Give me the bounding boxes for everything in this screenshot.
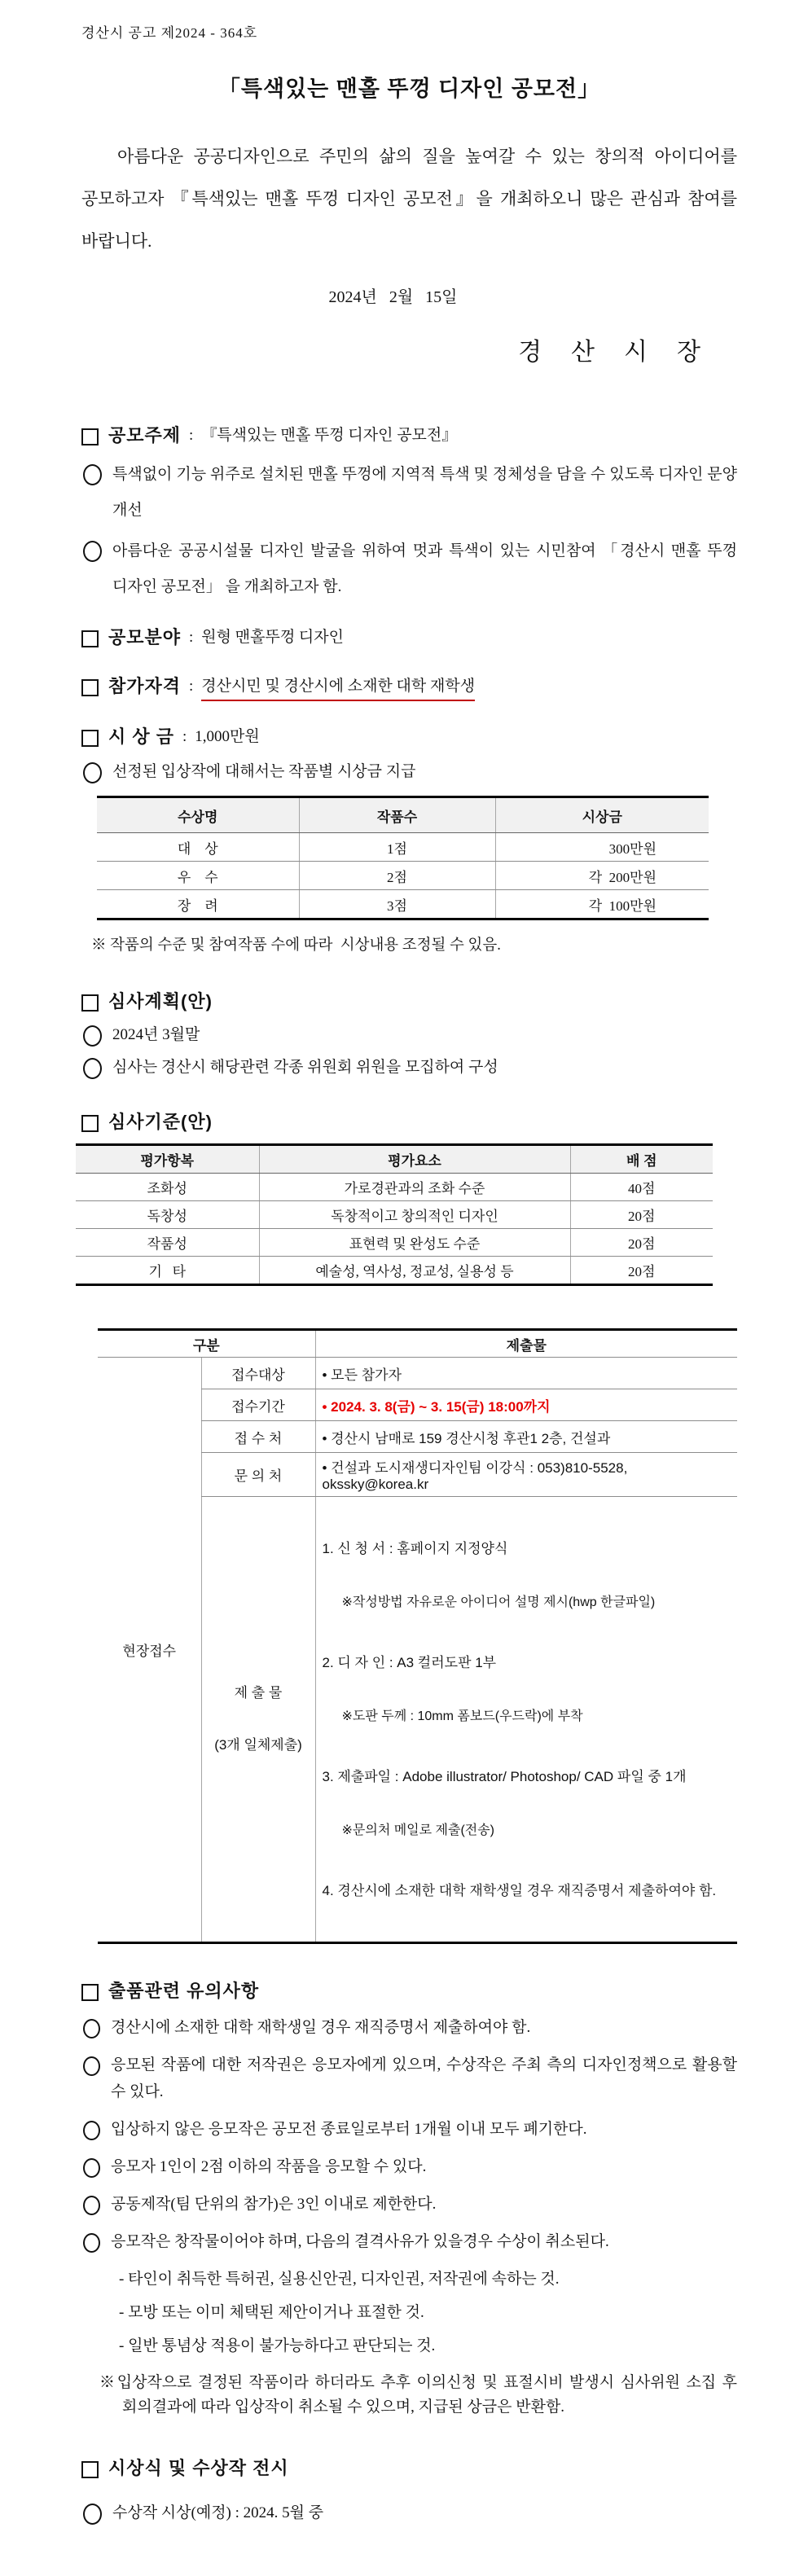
row-content-cell: • 모든 참가자 xyxy=(315,1358,737,1389)
section-notes xyxy=(81,1980,737,2003)
disqualification-item-2: - 모방 또는 이미 체택된 제안이거나 표절한 것. xyxy=(119,2304,424,2321)
section-colon: : xyxy=(189,427,194,444)
notes-bullet-4: 응모자 1인이 2점 이하의 작품을 응모할 수 있다. xyxy=(111,2158,427,2175)
award-amount-cell: 300만원 xyxy=(495,833,709,862)
award-name-header: 수상명 xyxy=(97,797,299,833)
notes-bullet-2: 응모된 작품에 대한 저작권은 응모자에게 있으며, 수상작은 주최 측의 디자인정책으로 활용할 수 있다. xyxy=(111,2056,737,2100)
table-header-row xyxy=(98,1330,737,1358)
criteria-points-header: 배 점 xyxy=(570,1145,713,1174)
submit-content-cell xyxy=(315,1497,737,1943)
square-marker-icon xyxy=(81,994,99,1012)
section-judging-plan-label: 심사계획(안) xyxy=(108,991,213,1012)
notes-bullet-5: 공동제작(팀 단위의 참가)은 3인 이내로 제한한다. xyxy=(111,2196,437,2213)
award-table xyxy=(97,796,709,920)
section-judging-plan xyxy=(81,990,737,1013)
submission-category-header: 구분 xyxy=(98,1330,315,1358)
square-marker-icon xyxy=(81,1984,99,2001)
page-title: 「특색있는 맨홀 뚜껑 디자인 공모전」 xyxy=(217,77,601,101)
award-amount-cell: 각 200만원 xyxy=(495,862,709,890)
circle-marker-icon xyxy=(83,2056,100,2076)
submission-items-header: 제출물 xyxy=(315,1330,737,1358)
section-field xyxy=(81,626,737,649)
judging-plan-bullets xyxy=(81,1021,737,1082)
table-header-row xyxy=(97,797,709,833)
circle-marker-icon xyxy=(83,2121,100,2140)
criteria-item-header: 평가항복 xyxy=(76,1145,259,1174)
section-colon: : xyxy=(189,678,194,695)
row-content-cell: • 건설과 도시재생디자인팀 이강식 : 053)810-5528, okssky@korea.kr xyxy=(315,1453,737,1497)
submit-sublabel: (3개 일체제출) xyxy=(214,1737,302,1753)
table-row xyxy=(97,833,709,862)
section-prize-label: 시 상 금 xyxy=(108,726,174,747)
section-colon: : xyxy=(182,728,187,745)
criteria-factor-cell: 표현력 및 완성도 수준 xyxy=(259,1229,570,1257)
section-field-label: 공모분야 xyxy=(108,627,182,647)
section-eligibility-label: 참가자격 xyxy=(108,676,182,696)
judging-plan-bullet-2: 심사는 경산시 해당관련 각종 위원회 위원을 모집하여 구성 xyxy=(112,1059,498,1076)
criteria-item-cell: 조화성 xyxy=(76,1174,259,1201)
section-ceremony xyxy=(81,2457,737,2480)
row-content-cell: • 2024. 3. 8(금) ~ 3. 15(금) 18:00까지 xyxy=(315,1389,737,1421)
circle-marker-icon xyxy=(83,1025,102,1047)
criteria-factor-cell: 독창적이고 창의적인 디자인 xyxy=(259,1201,570,1229)
row-label-cell: 문 의 처 xyxy=(201,1453,315,1497)
list-item xyxy=(81,1021,737,1049)
list-item xyxy=(81,2014,737,2041)
ceremony-bullet-text: 수상작 시상(예정) : 2024. 5월 중 xyxy=(112,2504,324,2521)
circle-marker-icon xyxy=(83,2196,100,2215)
criteria-item-cell: 작품성 xyxy=(76,1229,259,1257)
award-amount-cell: 각 100만원 xyxy=(495,890,709,919)
circle-marker-icon xyxy=(83,464,102,485)
circle-marker-icon xyxy=(83,2504,102,2525)
square-marker-icon xyxy=(81,1115,99,1132)
theme-bullet-list xyxy=(81,457,737,605)
table-row xyxy=(97,890,709,919)
submit-label: 제 출 물 xyxy=(234,1685,283,1701)
criteria-item-cell: 독창성 xyxy=(76,1201,259,1229)
circle-marker-icon xyxy=(83,2158,100,2178)
square-marker-icon xyxy=(81,730,99,747)
circle-marker-icon xyxy=(83,2233,100,2253)
submit-label-cell xyxy=(201,1497,315,1943)
square-marker-icon xyxy=(81,679,99,696)
section-notes-label: 출품관련 유의사항 xyxy=(108,1981,260,2001)
criteria-table xyxy=(76,1143,713,1286)
criteria-points-cell: 20점 xyxy=(570,1229,713,1257)
submit-item-note: ※도판 두께 : 10mm 폼보드(우드락)에 부착 xyxy=(341,1709,583,1723)
onsite-reception-cell: 현장접수 xyxy=(122,1643,177,1659)
table-row xyxy=(76,1229,713,1257)
award-count-cell: 2점 xyxy=(299,862,495,890)
theme-bullet-2: 아름다운 공공시설물 디자인 발굴을 위하여 멋과 특색이 있는 시민참여 「경산시 맨홀 뚜껑 디자인 공모전」 을 개최하고자 함. xyxy=(112,542,737,595)
section-judging-criteria xyxy=(81,1111,737,1134)
section-eligibility-value: 경산시민 및 경산시에 소재한 대학 재학생 xyxy=(201,675,475,701)
circle-marker-icon xyxy=(83,1058,102,1079)
list-item xyxy=(81,2191,737,2218)
table-header-row xyxy=(76,1145,713,1174)
section-theme xyxy=(81,424,737,447)
criteria-points-cell: 40점 xyxy=(570,1174,713,1201)
criteria-factor-cell: 가로경관과의 조화 수준 xyxy=(259,1174,570,1201)
section-theme-value: 『특색있는 맨홀 뚜껑 디자인 공모전』 xyxy=(201,427,458,444)
notes-bullet-1: 경산시에 소재한 대학 재학생일 경우 재직증명서 제출하여야 함. xyxy=(111,2019,531,2036)
notes-bullet-list xyxy=(81,2014,737,2255)
criteria-factor-header: 평가요소 xyxy=(259,1145,570,1174)
criteria-points-cell: 20점 xyxy=(570,1201,713,1229)
submit-item: 3. 제출파일 : Adobe illustrator/ Photoshop/ CAD 파일 중 1개 xyxy=(322,1769,687,1784)
list-item xyxy=(81,1054,737,1082)
section-field-value: 원형 맨홀뚜껑 디자인 xyxy=(201,629,344,646)
prize-bullet xyxy=(81,758,737,786)
disqualification-list xyxy=(81,2266,737,2359)
circle-marker-icon xyxy=(83,762,102,783)
award-count-cell: 1점 xyxy=(299,833,495,862)
cancellation-warning: ※입상작으로 결정된 작품이라 하더라도 추후 이의신청 및 표절시비 발생시 심사위원 소집 후 회의결과에 따라 입상작이 취소될 수 있으며, 지급된 상금은 반환함. xyxy=(99,2374,737,2416)
notice-number: 경산시 공고 제2024 - 364호 xyxy=(81,25,258,41)
section-prize-value: 1,000만원 xyxy=(195,728,260,745)
table-row xyxy=(76,1201,713,1229)
criteria-item-cell: 기 타 xyxy=(148,1264,187,1279)
award-count-header: 작품수 xyxy=(299,797,495,833)
award-amount-header: 시상금 xyxy=(495,797,709,833)
section-colon: : xyxy=(189,629,194,646)
row-label-cell: 접수기간 xyxy=(201,1389,315,1421)
circle-marker-icon xyxy=(83,541,102,562)
disqualification-item-1: - 타인이 취득한 특허권, 실용신안권, 디자인권, 저작권에 속하는 것. xyxy=(119,2271,560,2288)
table-row xyxy=(97,862,709,890)
award-name-cell: 우 수 xyxy=(97,862,299,890)
list-item xyxy=(81,533,737,605)
circle-marker-icon xyxy=(83,2019,100,2038)
award-name-cell: 장 려 xyxy=(177,897,218,914)
section-judging-criteria-label: 심사기준(안) xyxy=(108,1112,213,1132)
section-ceremony-label: 시상식 및 수상작 전시 xyxy=(108,2458,289,2478)
submit-item: 1. 신 청 서 : 홈페이지 지정양식 xyxy=(322,1541,508,1556)
table-row xyxy=(76,1257,713,1285)
notes-bullet-6: 응모작은 창작물이어야 하며, 다음의 결격사유가 있을경우 수상이 취소된다. xyxy=(111,2233,609,2250)
mayor-signature: 경 산 시 장 xyxy=(518,339,706,366)
list-item xyxy=(81,2153,737,2180)
prize-bullet-text: 선정된 입상작에 대해서는 작품별 시상금 지급 xyxy=(112,763,416,780)
theme-bullet-1: 특색없이 기능 위주로 설치된 맨홀 뚜껑에 지역적 특색 및 정체성을 담을 수 있도록 디자인 문양 개선 xyxy=(112,466,737,519)
section-eligibility xyxy=(81,675,737,701)
judging-plan-bullet-1: 2024년 3월말 xyxy=(112,1026,200,1043)
section-prize xyxy=(81,726,737,748)
prize-adjust-note: ※ 작품의 수준 및 참여작품 수에 따라 시상내용 조정될 수 있음. xyxy=(91,937,501,954)
square-marker-icon xyxy=(81,2461,99,2478)
submit-item-note: ※문의처 메일로 제출(전송) xyxy=(341,1823,495,1837)
submit-item: 4. 경산시에 소재한 대학 재학생일 경우 재직증명서 제출하여야 함. xyxy=(322,1883,717,1898)
award-count-cell: 3점 xyxy=(299,890,495,919)
disqualification-item-3: - 일반 통념상 적용이 불가능하다고 판단되는 것. xyxy=(119,2337,436,2354)
ceremony-bullet xyxy=(81,2499,737,2527)
square-marker-icon xyxy=(81,630,99,647)
submission-table xyxy=(98,1328,737,1944)
notes-bullet-3: 입상하지 않은 응모작은 공모전 종료일로부터 1개월 이내 모두 폐기한다. xyxy=(111,2121,587,2138)
intro-paragraph: 아름다운 공공디자인으로 주민의 삶의 질을 높여갈 수 있는 창의적 아이디어를 공모하고자 『특색있는 맨홀 뚜껑 디자인 공모전』을 개최하오니 많은 관심과 참여를 바랍니다. xyxy=(81,147,737,251)
section-theme-label: 공모주제 xyxy=(108,425,182,445)
criteria-points-cell: 20점 xyxy=(570,1257,713,1285)
list-item xyxy=(81,2116,737,2143)
list-item xyxy=(81,2052,737,2105)
table-row xyxy=(76,1174,713,1201)
table-row xyxy=(98,1358,737,1389)
list-item xyxy=(81,2228,737,2255)
notice-date: 2024년 2월 15일 xyxy=(328,288,458,306)
submit-item: 2. 디 자 인 : A3 컬러도판 1부 xyxy=(322,1655,497,1670)
award-name-cell: 대 상 xyxy=(97,833,299,862)
list-item xyxy=(81,457,737,529)
submit-item-note: ※작성방법 자유로운 아이디어 설명 제시(hwp 한글파일) xyxy=(341,1595,656,1609)
row-label-cell: 접수대상 xyxy=(201,1358,315,1389)
row-label-cell: 접 수 처 xyxy=(201,1421,315,1453)
criteria-factor-cell: 예술성, 역사성, 정교성, 실용성 등 xyxy=(259,1257,570,1285)
square-marker-icon xyxy=(81,428,99,445)
row-content-cell: • 경산시 남매로 159 경산시청 후관1 2층, 건설과 xyxy=(315,1421,737,1453)
